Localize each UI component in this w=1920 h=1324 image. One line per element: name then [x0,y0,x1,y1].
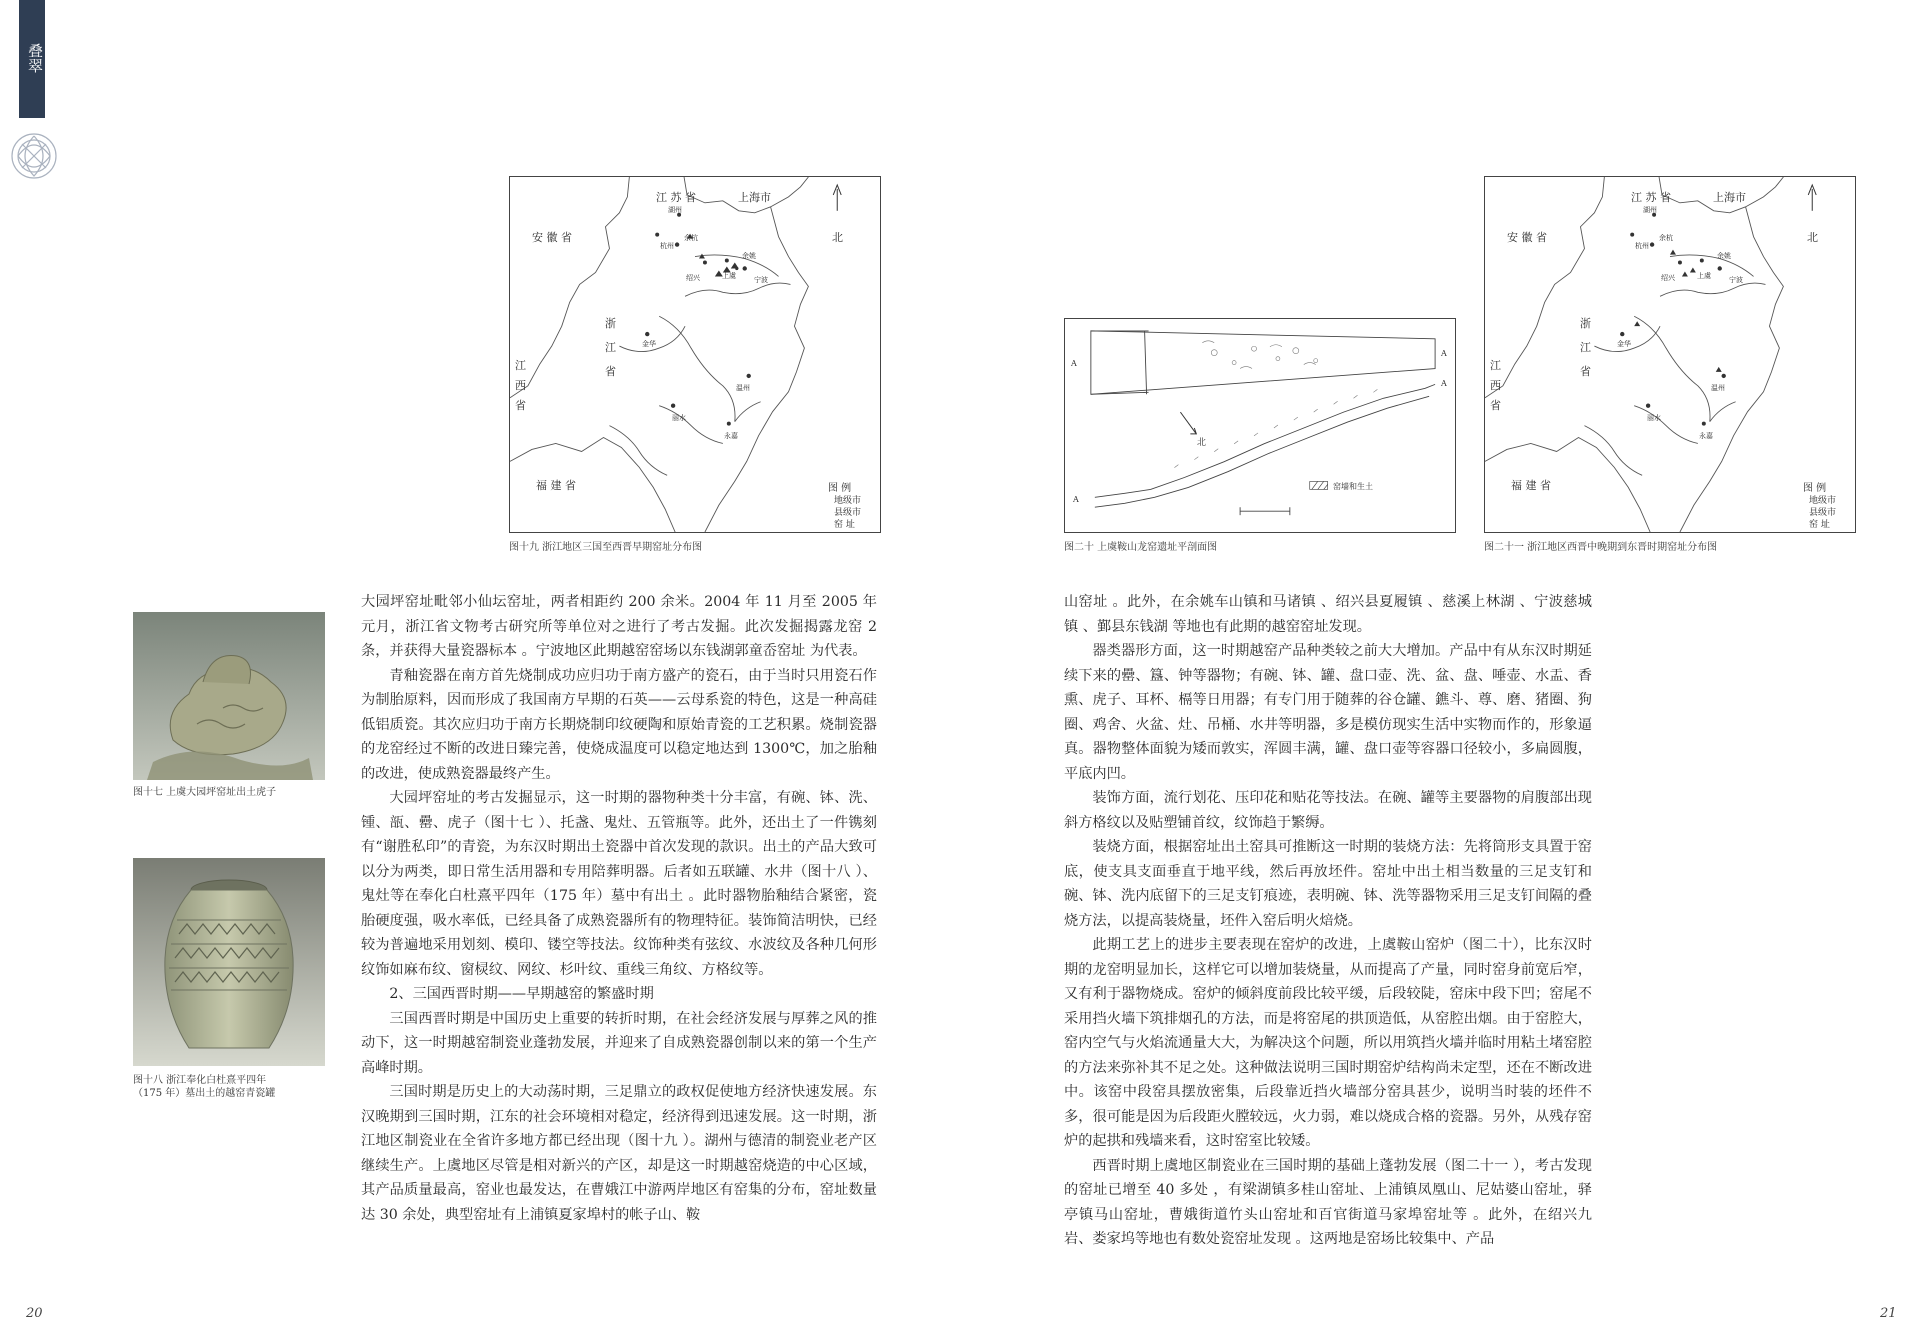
map-label-jiangxi-2: 西 [515,379,526,392]
map-city-yongjia: 永嘉 [1699,432,1713,440]
map-label-jiangxi-3: 省 [515,399,526,412]
figure-21-map [1484,176,1856,533]
figure-19-caption: 图十九 浙江地区三国至西晋早期窑址分布图 [509,542,703,553]
right-paragraph-1: 山窑址 。此外，在余姚车山镇和马诸镇 、绍兴县夏履镇 、慈溪上林湖 、宁波慈城镇 、鄞县东钱湖 等地也有此期的越窑窑址发现。 [1064,594,1592,635]
map-legend-prefecture: 地级市 [1809,496,1837,506]
map-city-yuyao: 余姚 [1717,252,1731,260]
section-tab-label: 叠翠 [26,43,44,73]
map-label-zhe: 浙 [1580,317,1591,330]
figure-21-caption: 图二十一 浙江地区西晋中晚期到东晋时期窑址分布图 [1484,542,1718,553]
left-paragraph-2: 青釉瓷器在南方首先烧制成功应归功于南方盛产的瓷石，由于当时只用瓷石作为制胎原料，因而形成了我国南方早期的石英——云母系瓷的特色，这是一种高硅低铝质瓷。其次应归功于南方长期烧制印纹硬陶和原始青瓷的工艺积累。烧制瓷器的龙窑经过不断的改进日臻完善，使烧成温度可以稳定地达到 1300℃，加之胎釉的改进，使成熟瓷器最终产生。 [361,667,877,782]
map-city-lishui: 丽水 [672,414,686,422]
map-city-jinhua: 金华 [642,340,656,348]
page-number-left: 20 [26,1306,43,1321]
map-city-yuyao: 余姚 [742,252,756,260]
figure-19-map [509,176,881,533]
figure-18-caption [133,1074,333,1100]
right-paragraph-2: 器类器形方面，这一时期越窑产品种类较之前大大增加。产品中有从东汉时期延续下来的罍、簋、钟等器物；有碗、钵、罐、盘口壶、洗、盆、盘、唾壶、水盂、香熏、虎子、耳杯、槅等日用器；有专门用于随葬的谷仓罐、鐎斗、尊、磨、猪圈、狗圈、鸡舍、火盆、灶、吊桶、水井等明器，多是模仿现实生活中实物而作的，形象逼真。器物整体面貌为矮而敦实，浑圆丰满，罐、盘口壶等容器口径较小，多扁圆腹，平底内凹。 [1064,643,1592,782]
map-city-wenzhou: 温州 [1711,384,1725,392]
fig20-section-mark-4: A [1441,379,1447,388]
map-city-yuhang: 余杭 [1659,234,1673,242]
section-tab [19,0,45,118]
map-legend-kiln: 窑 址 [834,520,855,530]
fig20-section-mark-3: A [1073,495,1079,504]
figure-20-kiln-plan [1064,318,1456,533]
map-label-fujian: 福 建 省 [536,479,576,492]
right-paragraph-5: 此期工艺上的进步主要表现在窑炉的改进，上虞鞍山窑炉（图二十），比东汉时期的龙窑明显加长，这样它可以增加装烧量，从而提高了产量，同时窑身前宽后窄，又有利于器物烧成。窑炉的倾斜度前段比较平缓，后段较陡，窑床中段下凹；窑尾不采用挡火墙下筑排烟孔的方法，而是将窑尾的拱顶造低，从窑腔出烟。由于窑腔大，窑内空气与火焰流通量大大，为解决这个问题，所以用筑挡火墙并临时用粘土堵窑腔的方法来弥补其不足之处。这种做法说明三国时期窑炉结构尚未定型，还在不断改进中。该窑中段窑具摆放密集，后段靠近挡火墙部分窑具甚少，说明当时装的坯件不多，很可能是因为后段距火膛较远，火力弱，难以烧成合格的瓷器。另外，从残存窑炉的起拱和残墙来看，这时窑室比较矮。 [1064,937,1592,1149]
map-north-label: 北 [832,231,843,244]
map-label-jiangsu: 江 苏 省 [1631,191,1671,204]
map-label-jiangxi-1: 江 [1490,359,1501,372]
map-label-shanghai: 上海市 [1713,191,1746,204]
right-paragraph-6: 西晋时期上虞地区制瓷业在三国时期的基础上蓬勃发展（图二十一 ），考古发现的窑址已增至 40 多处 ，有梁湖镇多桂山窑址、上浦镇凤凰山、尼姑婆山窑址，驿亭镇马山窑址，曹娥街道竹头山窑址和百官街道马家埠窑址等 。此外，在绍兴九岩、娄家坞等地也有数处瓷窑址发现 。这两地是窑场比较集中、产品 [1064,1157,1592,1247]
figure-18-photo [133,858,325,1066]
map-city-ningbo: 宁波 [754,276,768,284]
left-paragraph-3: 大园坪窑址的考古发掘显示，这一时期的器物种类十分丰富，有碗、钵、洗、锺、瓿、罍、虎子（图十七 ）、托盏、鬼灶、五管瓶等。此外，还出土了一件镌刻有“谢胜私印”的青瓷，为东汉时期出土瓷器中首次发现的款识。出土的产品大致可以分为两类，即日常生活用器和专用陪葬明器。后者如五联罐、水井（图十八 ）、鬼灶等在奉化白杜熹平四年（175 年）墓中有出土 。此时器物胎釉结合紧密，瓷胎硬度强，吸水率低，已经具备了成熟瓷器所有的物理特征。装饰简洁明快，已经较为普遍地采用划刻、模印、镂空等技法。纹饰种类有弦纹、水波纹及各种几何形纹饰如麻布纹、窗棂纹、网纹、杉叶纹、重线三角纹、方格纹等。 [361,790,877,978]
map-city-yongjia: 永嘉 [724,432,738,440]
map-city-ningbo: 宁波 [1729,276,1743,284]
map-label-fujian: 福 建 省 [1511,479,1551,492]
map-label-jiangxi-2: 西 [1490,379,1501,392]
left-paragraph-5: 三国时期是历史上的大动荡时期，三足鼎立的政权促使地方经济快速发展。东汉晚期到三国时期，江东的社会环境相对稳定，经济得到迅速发展。这一时期，浙江地区制瓷业在全省许多地方都已经出现（图十九 ）。湖州与德清的制瓷业老产区继续生产。上虞地区尽管是相对新兴的产区，却是这一时期越窑烧造的中心区域，其产品质量最高，窑业也最发达，在曹娥江中游两岸地区有窑集的分布，窑址数量达 30 余处，典型窑址有上浦镇夏家埠村的帐子山、鞍 [361,1084,877,1223]
map-city-jinhua: 金华 [1617,340,1631,348]
figure-20-caption: 图二十 上虞鞍山龙窑遗址平剖面图 [1064,542,1218,553]
map-city-shangyu: 上虞 [722,272,736,280]
map-label-jiangxi-1: 江 [515,359,526,372]
fig20-section-mark-1: A [1071,359,1077,368]
map-legend-title: 图 例 [828,483,852,494]
map-city-lishui: 丽水 [1647,414,1661,422]
map-city-hangzhou: 杭州 [1635,242,1649,250]
figure-18-caption-line-1: 图十八 浙江奉化白杜熹平四年 [133,1075,267,1086]
map-legend-county: 县级市 [1809,508,1837,518]
map-city-hangzhou: 杭州 [660,242,674,250]
map-label-zhe: 浙 [605,317,616,330]
map-city-huzhou: 湖州 [668,206,682,214]
right-body-text [1064,590,1592,1252]
figure-18-caption-line-2: （175 年）墓出土的越窑青瓷罐 [133,1088,276,1099]
map-label-sheng: 省 [1580,365,1591,378]
right-paragraph-4: 装烧方面，根据窑址出土窑具可推断这一时期的装烧方法：先将筒形支具置于窑底，使支具支面垂直于地平线，然后再放坯件。窑址中出土相当数量的三足支钉和碗、钵、洗内底留下的三足支钉痕迹，表明碗、钵、洗等器物采用三足支钉间隔的叠烧方法，以提高装烧量，坯件入窑后明火焙烧。 [1064,839,1592,929]
left-paragraph-4: 三国西晋时期是中国历史上重要的转折时期，在社会经济发展与厚葬之风的推动下，这一时期越窑制瓷业蓬勃发展，并迎来了自成熟瓷器创制以来的第一个生产高峰时期。 [361,1010,877,1076]
map-legend-prefecture: 地级市 [834,496,862,506]
map-label-sheng: 省 [605,365,616,378]
map-city-huzhou: 湖州 [1643,206,1657,214]
map-label-jiang: 江 [605,341,616,354]
map-north-label: 北 [1807,231,1818,244]
left-body-text [361,590,877,1227]
knot-ornament-icon [8,126,60,186]
map-city-shaoxing: 绍兴 [686,274,700,282]
map-city-yuhang: 余杭 [684,234,698,242]
fig20-section-mark-2: A [1441,349,1447,358]
map-label-jiangsu: 江 苏 省 [656,191,696,204]
map-city-shaoxing: 绍兴 [1661,274,1675,282]
figure-17-caption: 图十七 上虞大园坪窑址出土虎子 [133,787,277,798]
map-legend-kiln: 窑 址 [1809,520,1830,530]
map-legend-county: 县级市 [834,508,862,518]
left-paragraph-1: 大园坪窑址毗邻小仙坛窑址，两者相距约 200 余米。2004 年 11 月至 2005 年元月，浙江省文物考古研究所等单位对之进行了考古发掘。此次发掘揭露龙窑 2 条，并获得大量瓷器标本 。宁波地区此期越窑窑场以东钱湖郭童岙窑址 为代表。 [361,594,877,659]
map-city-wenzhou: 温州 [736,384,750,392]
map-legend-title: 图 例 [1803,483,1827,494]
page-number-right: 21 [1880,1306,1897,1321]
map-label-jiangxi-3: 省 [1490,399,1501,412]
section-heading: 2、三国西晋时期——早期越窑的繁盛时期 [389,986,654,1002]
fig20-north-label: 北 [1197,438,1207,448]
fig20-legend-label: 窑墙和生土 [1333,482,1373,491]
right-paragraph-3: 装饰方面，流行划花、压印花和贴花等技法。在碗、罐等主要器物的肩腹部出现斜方格纹以及贴塑铺首纹，纹饰趋于繁缛。 [1064,790,1592,831]
map-city-shangyu: 上虞 [1697,272,1711,280]
map-label-jiang: 江 [1580,341,1591,354]
figure-17-photo [133,612,325,780]
map-label-anhui: 安 徽 省 [532,231,572,244]
map-label-shanghai: 上海市 [738,191,771,204]
map-label-anhui: 安 徽 省 [1507,231,1547,244]
